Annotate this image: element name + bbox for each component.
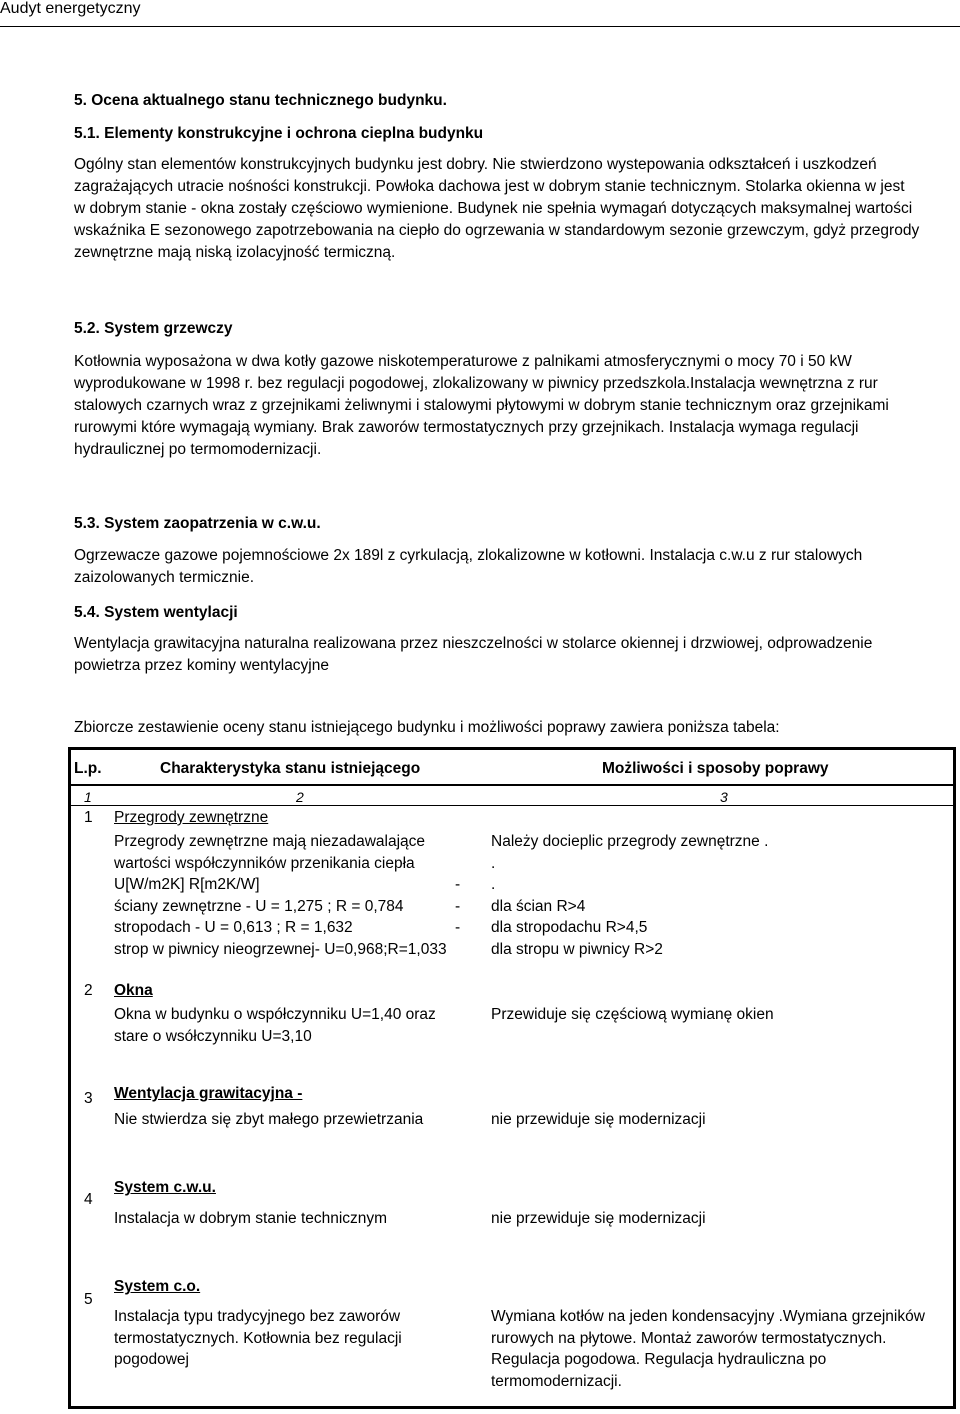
dash: - bbox=[455, 897, 461, 915]
row-title: Wentylacja grawitacyjna - bbox=[114, 1085, 303, 1102]
state-line: U[W/m2K] R[m2K/W] bbox=[114, 876, 260, 894]
state-line: stropodach - U = 0,613 ; R = 1,632 bbox=[114, 919, 353, 937]
row-state-text bbox=[114, 831, 447, 961]
state-line: pogodowej bbox=[114, 1351, 189, 1369]
paragraph-line: hydraulicznej po termomodernizacji. bbox=[74, 441, 322, 458]
state-line: Instalacja w dobrym stanie technicznym bbox=[114, 1210, 388, 1227]
row-improvement-text bbox=[491, 831, 768, 961]
paragraph-line: Kotłownia wyposażona w dwa kotły gazowe niskotemperaturowe z palnikami atmosferycznymi o mocy 70 i 50 kW bbox=[74, 353, 852, 370]
section-5-1-paragraph bbox=[74, 154, 954, 264]
paragraph-line: wskaźnika E sezonowego zapotrzebowania na ciepło do ogrzewania w standardowym sezonie grzewczym, gdyż przegrody bbox=[74, 222, 920, 239]
column-number-1: 1 bbox=[84, 789, 92, 805]
header-divider bbox=[0, 26, 960, 27]
column-numbers-divider bbox=[68, 805, 956, 806]
improve-line: Wymiana kotłów na jeden kondensacyjny .Wymiana grzejników bbox=[491, 1308, 925, 1325]
improve-line: . bbox=[491, 876, 496, 894]
improve-line: termomodernizacji. bbox=[491, 1372, 622, 1390]
row-state-text bbox=[114, 1109, 423, 1131]
row-title: Okna bbox=[114, 982, 153, 999]
state-line: Instalacja typu tradycyjnego bez zaworów bbox=[114, 1308, 401, 1325]
document-header-title: Audyt energetyczny bbox=[0, 0, 141, 17]
improve-line: dla ścian R>4 bbox=[491, 897, 586, 915]
section-5-3-heading: 5.3. System zaopatrzenia w c.w.u. bbox=[74, 515, 321, 532]
table-header-state: Charakterystyka stanu istniejącego bbox=[160, 760, 421, 777]
state-line: Przegrody zewnętrzne mają niezadawalające bbox=[114, 833, 426, 850]
row-number: 3 bbox=[84, 1090, 93, 1107]
row-number: 1 bbox=[84, 809, 93, 826]
improve-line: rurowych na płytowe. Montaż zaworów termostatycznych. bbox=[491, 1329, 887, 1347]
dash bbox=[455, 939, 460, 961]
improve-line: dla stropodachu R>4,5 bbox=[491, 919, 648, 937]
improve-line: dla stropu w piwnicy R>2 bbox=[491, 940, 663, 958]
state-line: ściany zewnętrzne - U = 1,275 ; R = 0,784 bbox=[114, 897, 404, 915]
state-line: Okna w budynku o współczynniku U=1,40 oraz bbox=[114, 1006, 436, 1023]
row-state-text bbox=[114, 1208, 387, 1230]
paragraph-line: powietrza przez kominy wentylacyjne bbox=[74, 657, 329, 674]
state-line: strop w piwnicy nieogrzewnej- U=0,968;R=1,033 bbox=[114, 940, 447, 958]
improve-line: nie przewiduje się modernizacji bbox=[491, 1210, 706, 1227]
row-improvement-text bbox=[491, 1109, 706, 1131]
state-line: stare o wsółczynniku U=3,10 bbox=[114, 1027, 312, 1045]
section-5-2-paragraph bbox=[74, 351, 954, 461]
column-number-2: 2 bbox=[296, 789, 304, 805]
dash-column bbox=[455, 831, 460, 961]
summary-intro: Zbiorcze zestawienie oceny stanu istniejącego budynku i możliwości poprawy zawiera poniższa tabela: bbox=[74, 719, 780, 736]
row-improvement-text bbox=[491, 1004, 774, 1026]
state-line: wartości współczynników przenikania ciepła bbox=[114, 854, 415, 872]
section-5-4-paragraph bbox=[74, 633, 954, 677]
row-title: System c.o. bbox=[114, 1278, 201, 1295]
paragraph-line: Ogólny stan elementów konstrukcyjnych budynku jest dobry. Nie stwierdzono wystepowania odkształceń i uszkodzeń bbox=[74, 156, 877, 173]
dash bbox=[455, 853, 460, 875]
dash: - bbox=[455, 876, 461, 894]
paragraph-line: zaizolowanych termicznie. bbox=[74, 569, 255, 586]
section-5-3-paragraph bbox=[74, 545, 954, 589]
section-5-4-heading: 5.4. System wentylacji bbox=[74, 604, 238, 621]
row-state-text bbox=[114, 1306, 402, 1371]
row-state-text bbox=[114, 1004, 436, 1047]
improve-line: Należy docieplic przegrody zewnętrzne . bbox=[491, 833, 769, 850]
table-header-divider bbox=[68, 784, 956, 786]
table-header-improvements: Możliwości i sposoby poprawy bbox=[602, 760, 829, 777]
state-line: termostatycznych. Kotłownia bez regulacji bbox=[114, 1329, 402, 1347]
table-header-lp: L.p. bbox=[74, 760, 102, 777]
paragraph-line: Wentylacja grawitacyjna naturalna realizowana przez nieszczelności w stolarce okiennej i drzwiowej, odprowadzenie bbox=[74, 635, 873, 652]
column-number-3: 3 bbox=[720, 789, 728, 805]
improve-line: nie przewiduje się modernizacji bbox=[491, 1111, 706, 1128]
paragraph-line: zagrażających utracie nośności konstrukcji. Powłoka dachowa jest w dobrym stanie technicznym. Stolarka okienna w jest bbox=[74, 178, 905, 195]
improve-line: Regulacja pogodowa. Regulacja hydrauliczna po bbox=[491, 1351, 827, 1369]
row-number: 5 bbox=[84, 1291, 93, 1308]
paragraph-line: Ogrzewacze gazowe pojemnościowe 2x 189l z cyrkulacją, zlokalizowne w kotłowni. Instalacja c.w.u z rur stalowych bbox=[74, 547, 863, 564]
state-line: Nie stwierdza się zbyt małego przewietrzania bbox=[114, 1111, 424, 1128]
section-5-heading: 5. Ocena aktualnego stanu technicznego budynku. bbox=[74, 92, 447, 109]
paragraph-line: rurowymi które wymagają wymiany. Brak zaworów termostatycznych przy grzejnikach. Instalacja wymaga regulacji bbox=[74, 419, 859, 436]
row-number: 4 bbox=[84, 1191, 93, 1208]
improve-line: Przewiduje się częściową wymianę okien bbox=[491, 1006, 774, 1023]
row-improvement-text bbox=[491, 1208, 706, 1230]
paragraph-line: zewnętrzne mają niską izolacyjność termiczną. bbox=[74, 244, 396, 261]
row-title: System c.w.u. bbox=[114, 1179, 216, 1196]
row-improvement-text bbox=[491, 1306, 925, 1392]
dash: - bbox=[455, 919, 461, 937]
section-5-1-heading: 5.1. Elementy konstrukcyjne i ochrona cieplna budynku bbox=[74, 125, 484, 142]
improve-line: . bbox=[491, 854, 496, 872]
row-title: Przegrody zewnętrzne bbox=[114, 809, 269, 826]
section-5-2-heading: 5.2. System grzewczy bbox=[74, 320, 233, 337]
row-number: 2 bbox=[84, 982, 93, 999]
dash bbox=[455, 831, 460, 853]
paragraph-line: wyprodukowane w 1998 r. bez regulacji pogodowej, zlokalizowany w piwnicy przedszkola.Instalacja wewnętrzna z rur bbox=[74, 375, 878, 392]
paragraph-line: stalowych czarnych wraz z grzejnikami żeliwnymi i stalowymi płytowymi w dobrym stanie technicznym oraz grzejnikami bbox=[74, 397, 889, 414]
paragraph-line: w dobrym stanie - okna zostały częściowo wymienione. Budynek nie spełnia wymagań dotyczących maksymalnej wartości bbox=[74, 200, 913, 217]
